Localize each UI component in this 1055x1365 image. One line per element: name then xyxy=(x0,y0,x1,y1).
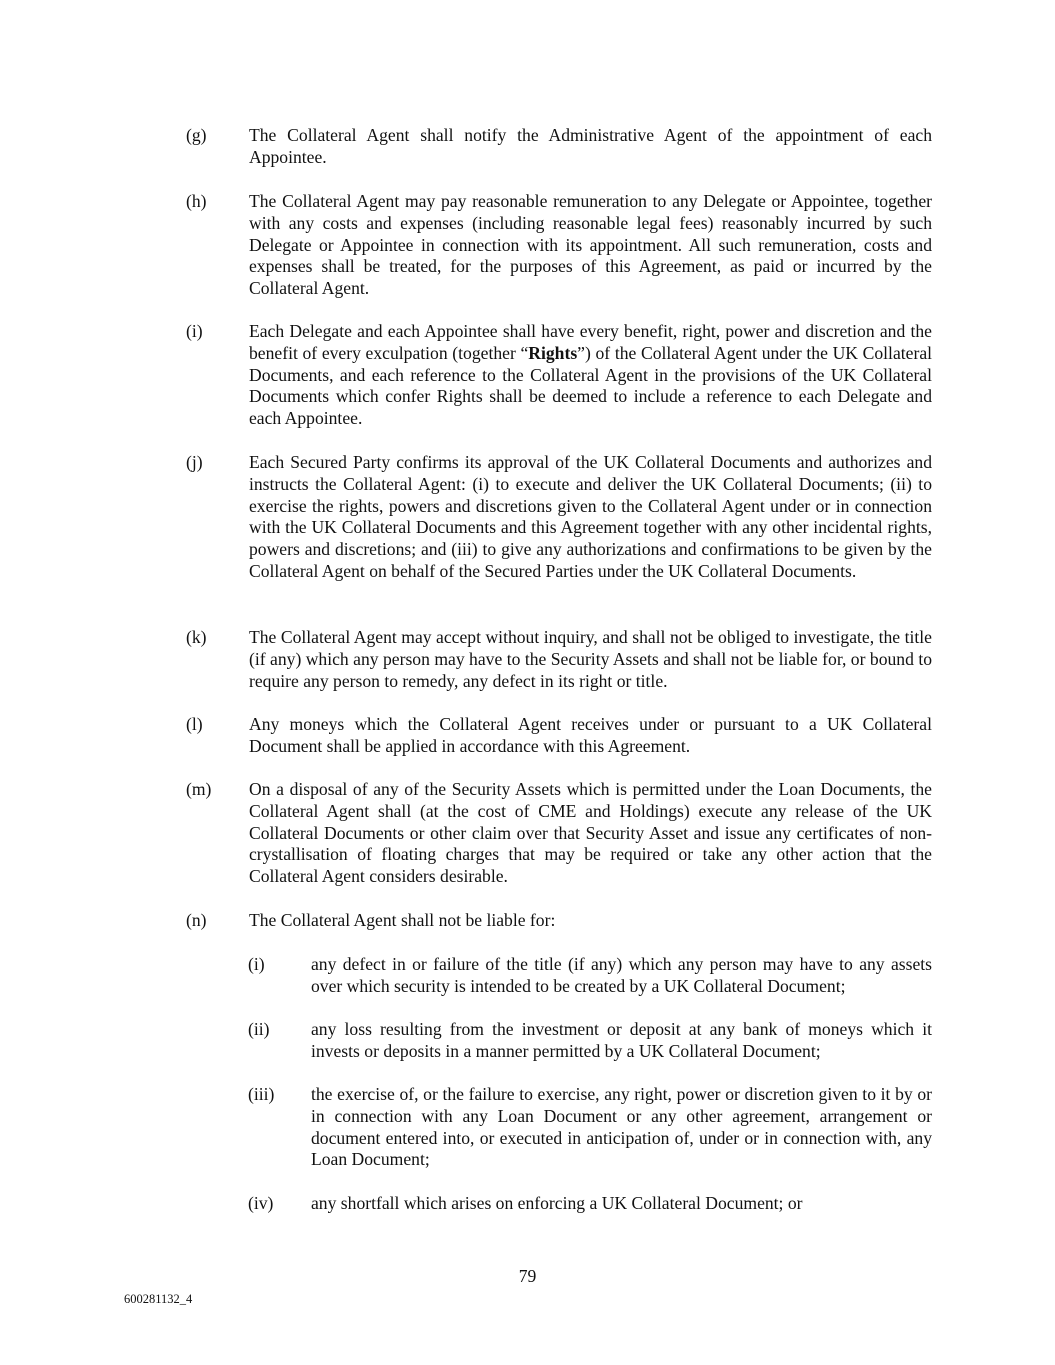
subclause-i xyxy=(248,954,932,998)
clause-label: (j) xyxy=(186,452,203,472)
clause-g xyxy=(186,125,932,169)
subclause-label: (ii) xyxy=(248,1019,270,1039)
clause-i xyxy=(186,321,932,430)
clause-text: On a disposal of any of the Security Assets which is permitted under the Loan Documents, the Collateral Agent shall (at the cost of CME and Holdings) execute any release of the UK Collateral Documents or other claim over that Security Asset and issue any certificates of non-crystallisation of floating charges that may be required or take any other action that the Collateral Agent considers desirable. xyxy=(249,779,932,887)
subclause-text: any defect in or failure of the title (if any) which any person may have to any assets over which security is intended to be created by a UK Collateral Document; xyxy=(311,954,932,996)
clause-text: The Collateral Agent may pay reasonable remuneration to any Delegate or Appointee, together with any costs and expenses (including reasonable legal fees) reasonably incurred by such Delegate or Appointee in connection with its appointment. All such remuneration, costs and expenses shall be treated, for the purposes of this Agreement, as paid or incurred by the Collateral Agent. xyxy=(249,191,932,299)
clause-m xyxy=(186,779,932,888)
document-id: 600281132_4 xyxy=(124,1292,193,1306)
subclause-text: any loss resulting from the investment or deposit at any bank of moneys which it invests or deposits in a manner permitted by a UK Collateral Document; xyxy=(311,1019,932,1061)
clause-text-before: Each Delegate and each Appointee shall have every benefit, right, power and discretion and the benefit of every exculpation (together “ xyxy=(249,321,932,363)
clause-text: The Collateral Agent shall not be liable for: xyxy=(249,910,556,930)
clause-n xyxy=(186,910,932,932)
clause-k xyxy=(186,627,932,692)
clause-label: (i) xyxy=(186,321,203,341)
clause-j xyxy=(186,452,932,583)
clause-label: (k) xyxy=(186,627,207,647)
page-number: 79 xyxy=(518,1266,537,1286)
subclause-iv xyxy=(248,1193,932,1215)
clause-label: (h) xyxy=(186,191,207,211)
clause-text: The Collateral Agent may accept without inquiry, and shall not be obliged to investigate, the title (if any) which any person may have to the Security Assets and shall not be liable for, or bound to require any person to remedy, any defect in its right or title. xyxy=(249,627,932,691)
subclause-text: any shortfall which arises on enforcing a UK Collateral Document; or xyxy=(311,1193,803,1213)
subclause-label: (i) xyxy=(248,954,265,974)
clause-text: Each Secured Party confirms its approval of the UK Collateral Documents and authorizes and instructs the Collateral Agent: (i) to execute and deliver the UK Collateral Documents; (ii) to exercise the rights, powers and discretions given to the Collateral Agent under or in connection with the UK Collateral Documents and this Agreement together with any other incidental rights, powers and discretions; and (iii) to give any authorizations and confirmations to be given by the Collateral Agent on behalf of the Secured Parties under the UK Collateral Documents. xyxy=(249,452,932,581)
clause-text-after: ”) of the Collateral Agent under the UK Collateral Documents, and each reference to the Collateral Agent in the provisions of the UK Collateral Documents which confer Rights shall be deemed to include a reference to each Delegate and each Appointee. xyxy=(249,342,933,429)
subclause-ii xyxy=(248,1019,932,1063)
subclause-text: the exercise of, or the failure to exercise, any right, power or discretion given to it by or in connection with any Loan Document or any other agreement, arrangement or document entered into, or executed in anticipation of, under or in connection with, any Loan Document; xyxy=(311,1084,932,1170)
clause-text: The Collateral Agent shall notify the Administrative Agent of the appointment of each Appointee. xyxy=(249,125,932,167)
clause-l xyxy=(186,714,932,758)
subclause-label: (iii) xyxy=(248,1084,275,1104)
clause-label: (l) xyxy=(186,714,203,734)
clause-label: (g) xyxy=(186,125,207,145)
clause-text: Any moneys which the Collateral Agent receives under or pursuant to a UK Collateral Document shall be applied in accordance with this Agreement. xyxy=(249,714,932,756)
subclause-iii xyxy=(248,1084,932,1171)
clause-text xyxy=(249,321,932,430)
defined-term-rights: Rights xyxy=(528,342,578,363)
clause-h xyxy=(186,191,932,300)
clause-label: (m) xyxy=(186,779,212,799)
subclause-label: (iv) xyxy=(248,1193,274,1213)
clause-label: (n) xyxy=(186,910,207,930)
